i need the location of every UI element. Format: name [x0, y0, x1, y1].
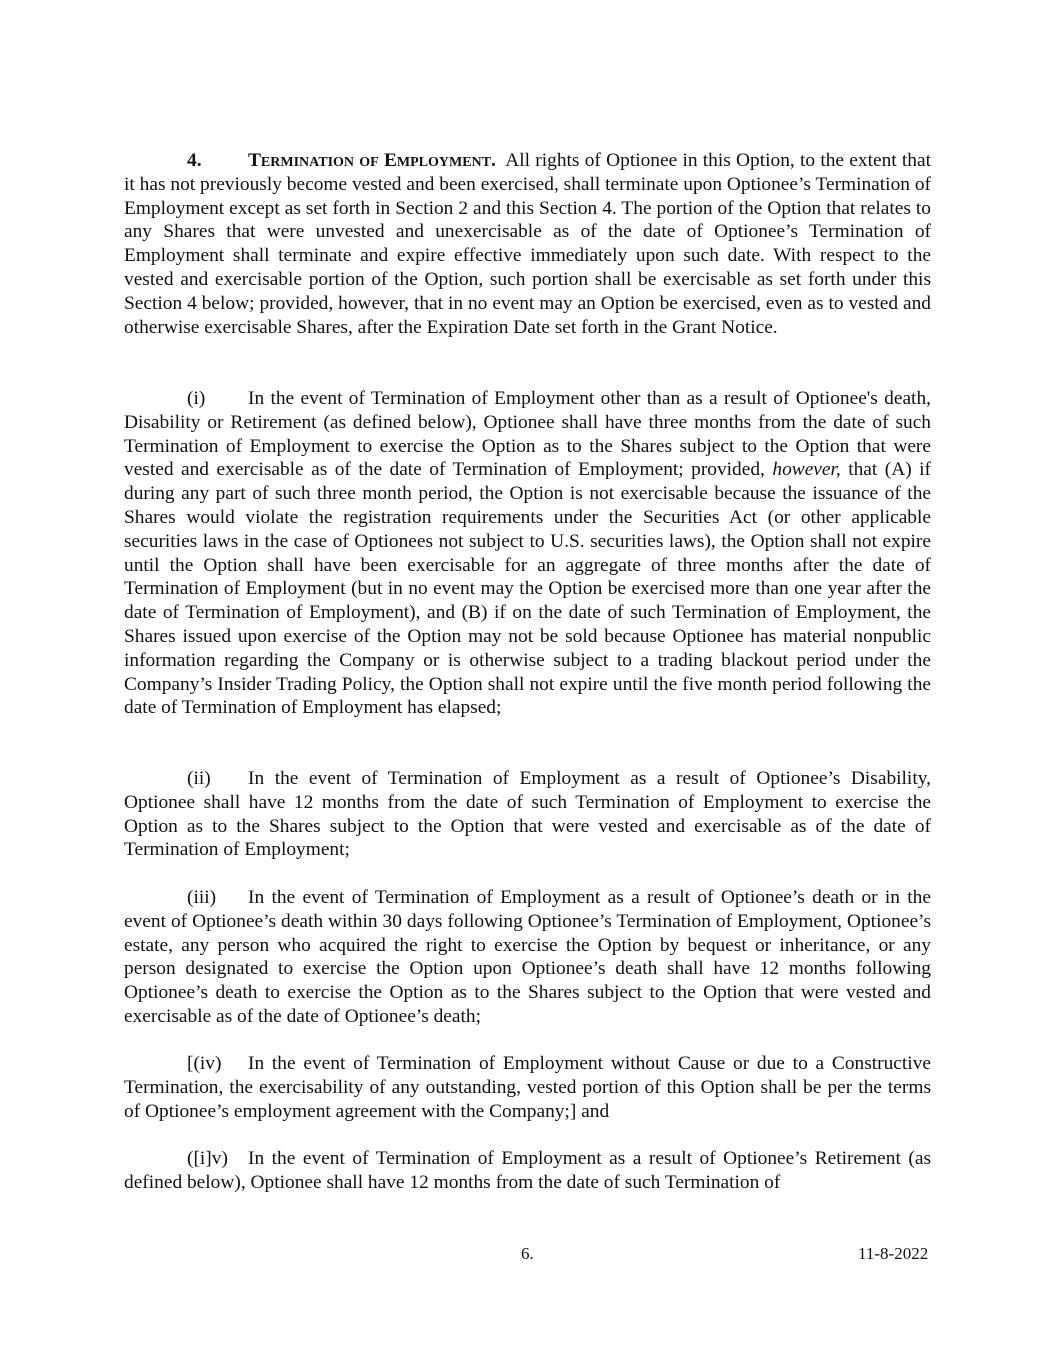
section-body: All rights of Optionee in this Option, to the extent that it has not previously become vested and been exercised, shall terminate upon Optionee’s Termination of Employment except as set forth in Section 2 and this Section 4. The portion of the Option that relates to any Shares that were unvested and unexercisable as of the date of Optionee’s Termination of Employment shall terminate and expire effective immediately upon such date. With respect to the vested and exercisable portion of the Option, such portion shall be exercisable as set forth under this Section 4 below; provided, however, that in no event may an Option be exercised, even as to vested and otherwise exercisable Shares, after the Expiration Date set forth in the Grant Notice. [124, 150, 931, 338]
clause-number: (iii) [187, 887, 217, 908]
clause-ii [124, 767, 931, 862]
section-4-paragraph [124, 149, 931, 339]
clause-text: In the event of Termination of Employment other than as a result of Optionee's death, Disability or Retirement (as defined below), Optionee shall have three months from the date of such Termination of Employment to exercise the Option as to the Shares subject to the Option that were vested and exercisable as of the date of Termination of Employment; provided, [124, 388, 931, 481]
clause-text: In the event of Termination of Employment as a result of Optionee’s death or in the event of Optionee’s death within 30 days following Optionee’s Termination of Employment, Optionee’s estate, any person who acquired the right to exercise the Option by bequest or inheritance, or any person designated to exercise the Option upon Optionee’s death shall have 12 months following Optionee’s death to exercise the Option as to the Shares subject to the Option that were vested and exercisable as of the date of Optionee’s death; [124, 887, 931, 1027]
clause-iii [124, 886, 931, 1029]
clause-v [124, 1147, 931, 1195]
section-number: 4. [187, 150, 202, 171]
section-title: Termination of Employment. [248, 150, 496, 171]
clause-number: (ii) [187, 768, 211, 789]
clause-i [124, 387, 931, 720]
clause-italic-text: however, [772, 459, 841, 481]
clause-number: (i) [187, 388, 206, 409]
clause-number: ([i]v) [187, 1148, 228, 1169]
clause-number: [(iv) [187, 1053, 222, 1074]
clause-text-continued: that (A) if during any part of such three month period, the Option is not exercisable because the issuance of the Shares would violate the registration requirements under the Securities Act (or other applicable securities laws in the case of Optionees not subject to U.S. securities laws), the Option shall not expire until the Option shall have been exercisable for an aggregate of three months after the date of Termination of Employment (but in no event may the Option be exercised more than one year after the date of Termination of Employment), and (B) if on the date of such Termination of Employment, the Shares issued upon exercise of the Option may not be sold because Optionee has material nonpublic information regarding the Company or is otherwise subject to a trading blackout period under the Company’s Insider Trading Policy, the Option shall not expire until the five month period following the date of Termination of Employment has elapsed; [124, 459, 931, 719]
page-number: 6. [521, 1244, 534, 1263]
clause-iv [124, 1052, 931, 1123]
clause-text: In the event of Termination of Employment as a result of Optionee’s Retirement (as defined below), Optionee shall have 12 months from the date of such Termination of [124, 1148, 931, 1193]
clause-text: In the event of Termination of Employment without Cause or due to a Constructive Termination, the exercisability of any outstanding, vested portion of this Option shall be per the terms of Optionee’s employment agreement with the Company;] and [124, 1053, 931, 1122]
clause-text: In the event of Termination of Employment as a result of Optionee’s Disability, Optionee shall have 12 months from the date of such Termination of Employment to exercise the Option as to the Shares subject to the Option that were vested and exercisable as of the date of Termination of Employment; [124, 768, 931, 861]
footer-date: 11-8-2022 [858, 1244, 929, 1263]
